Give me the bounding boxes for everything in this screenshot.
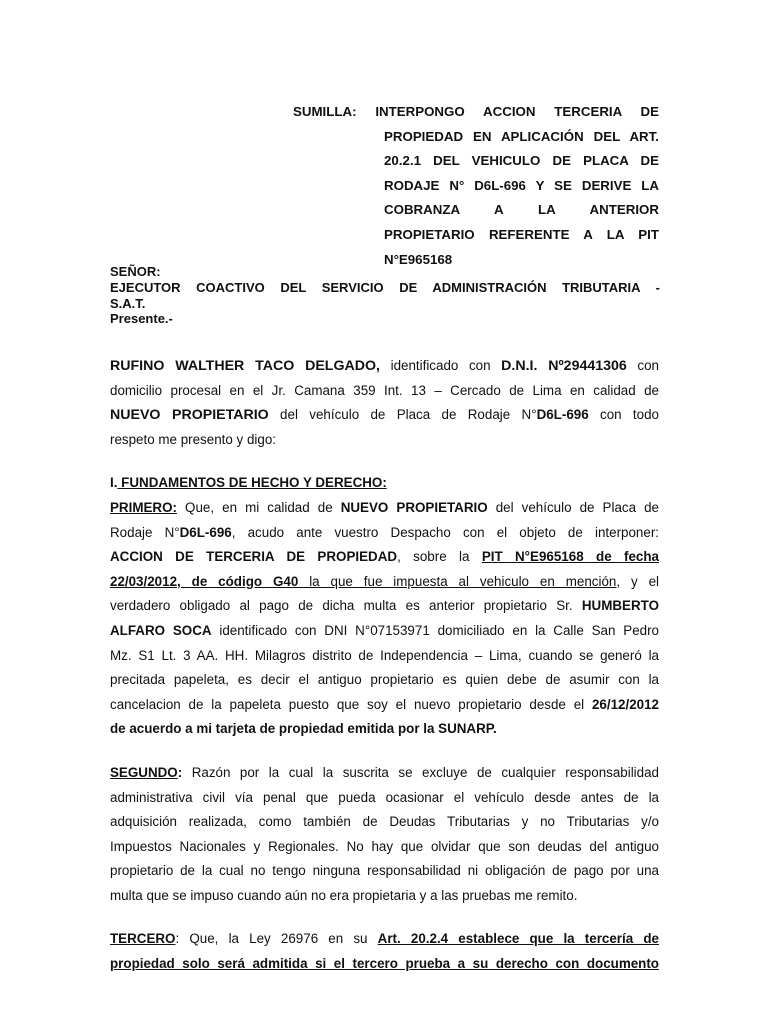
primero-line-8: precitada papeleta, es decir el antiguo propietario es quien debe de asumir con la xyxy=(110,672,659,688)
tercero-line-1 xyxy=(110,927,659,952)
tercero-label: TERCERO xyxy=(110,931,176,947)
primero-text: identificado con DNI N°07153971 domiciliado en la Calle San Pedro xyxy=(211,622,659,638)
spacer xyxy=(110,908,659,927)
sumilla-line-2: PROPIEDAD EN APLICACIÓN DEL ART. xyxy=(384,128,659,144)
segundo-line-1 xyxy=(110,761,659,786)
segundo-line-3: adquisición realizada, como también de Deudas Tributarias y no Tributarias y/o xyxy=(110,814,659,830)
addressee-senor: SEÑOR: xyxy=(110,264,161,279)
segundo-line-2: administrativa civil vía penal que pueda ocasionar el vehículo desde antes de la xyxy=(110,789,659,805)
intro-text: identificado con xyxy=(379,358,502,373)
primero-alfaro-soca: ALFARO SOCA xyxy=(110,622,212,638)
addressee-ejecutor: EJECUTOR COACTIVO DEL SERVICIO DE ADMINISTRACIÓN TRIBUTARIA - xyxy=(110,279,660,295)
primero-line-10 xyxy=(110,717,659,742)
primero-text: Que, en mi calidad de xyxy=(176,499,341,515)
tercero-articulo: Art. 20.2.4 establece que la tercería de xyxy=(377,931,659,947)
primero-text: y el xyxy=(620,573,659,589)
primero-fecha: 22/03/2012, de código G40 xyxy=(110,573,299,589)
segundo-colon: : xyxy=(177,764,183,780)
primero-text: verdadero obligado al pago de dicha multa es anterior propietario Sr. xyxy=(110,598,582,614)
sumilla-line-4: RODAJE N° D6L-696 Y SE DERIVE LA xyxy=(384,177,659,193)
addressee-sat: S.A.T. xyxy=(110,295,146,311)
section-heading xyxy=(110,471,659,496)
primero-line-3 xyxy=(110,545,659,570)
intro-line-2: domicilio procesal en el Jr. Camana 359 Int. 13 – Cercado de Lima en calidad de xyxy=(110,382,659,398)
sumilla-line-5: COBRANZA A LA ANTERIOR xyxy=(384,202,659,218)
sumilla-line-7: N°E965168 xyxy=(384,251,453,267)
primero-line-4 xyxy=(110,570,659,595)
segundo-line-6: multa que se impuso cuando aún no era propietaria y a las pruebas me remito. xyxy=(110,887,578,903)
intro-line-4: respeto me presento y digo: xyxy=(110,431,276,447)
primero-text: cancelacion de la papeleta puesto que soy el nuevo propietario desde el xyxy=(110,696,592,712)
primero-text: del vehículo de Placa de xyxy=(487,499,659,515)
sumilla-line-1: SUMILLA: INTERPONGO ACCION TERCERIA DE xyxy=(293,104,659,119)
tercero-text: : Que, la Ley 26976 en su xyxy=(175,931,378,947)
sumilla-line-6: PROPIETARIO REFERENTE A LA PIT xyxy=(384,226,659,242)
primero-accion: ACCION DE TERCERIA DE PROPIEDAD xyxy=(110,549,398,565)
primero-fecha-propiedad: 26/12/2012 xyxy=(591,696,659,712)
intro-line-3 xyxy=(110,403,659,428)
primero-line-5 xyxy=(110,594,659,619)
section-title: FUNDAMENTOS DE HECHO Y DERECHO: xyxy=(117,475,387,491)
segundo-label: SEGUNDO xyxy=(110,764,178,780)
primero-label: PRIMERO: xyxy=(110,499,177,515)
intro-text: con xyxy=(626,358,659,373)
primero-humberto: HUMBERTO xyxy=(581,598,659,614)
segundo-line-4: Impuestos Nacionales y Regionales. No hay que olvidar que son deudas del antiguo xyxy=(110,838,659,854)
intro-text: con todo xyxy=(588,407,659,423)
document-body xyxy=(110,354,659,977)
primero-line-7: Mz. S1 Lt. 3 AA. HH. Milagros distrito de Independencia – Lima, cuando se generó la xyxy=(110,647,659,663)
primero-nuevo-propietario: NUEVO PROPIETARIO xyxy=(340,499,488,515)
intro-placa: D6L-696 xyxy=(536,407,589,423)
primero-line-2 xyxy=(110,521,659,546)
tercero-line-2 xyxy=(110,952,659,977)
intro-nuevo-propietario: NUEVO PROPIETARIO xyxy=(110,407,269,424)
addressee-presente: Presente.- xyxy=(110,311,173,327)
segundo-text: Razón por la cual la suscrita se excluye de cualquier responsabilidad xyxy=(182,764,659,780)
primero-placa: D6L-696 xyxy=(179,524,232,540)
addressee-block xyxy=(110,264,660,327)
primero-line-6 xyxy=(110,619,659,644)
primero-text: , acudo ante vuestro Despacho con el objeto de interponer: xyxy=(231,524,659,540)
primero-pit: PIT N°E965168 de fecha xyxy=(481,549,659,565)
intro-line-1 xyxy=(110,354,659,379)
primero-impuesta: la que fue impuesta al vehiculo en mención, xyxy=(298,573,621,589)
sumilla-line-3: 20.2.1 DEL VEHICULO DE PLACA DE xyxy=(384,153,659,169)
primero-line-1 xyxy=(110,496,659,521)
primero-line-9 xyxy=(110,693,659,718)
primero-text: , sobre la xyxy=(397,549,482,565)
primero-text: Rodaje N° xyxy=(110,524,180,540)
intro-text: del vehículo de Placa de Rodaje N° xyxy=(268,407,537,423)
spacer xyxy=(110,452,659,471)
segundo-line-5: propietario de la cual no tengo ninguna responsabilidad ni obligación de pago por una xyxy=(110,863,659,879)
intro-name: RUFINO WALTHER TACO DELGADO, xyxy=(110,358,380,374)
spacer xyxy=(110,742,659,761)
sumilla-block xyxy=(293,100,659,272)
tercero-propiedad: propiedad solo será admitida si el tercero prueba a su derecho con documento xyxy=(110,956,659,972)
section-number: I. xyxy=(110,475,118,491)
intro-dni: D.N.I. Nº29441306 xyxy=(501,358,627,374)
primero-sunarp: de acuerdo a mi tarjeta de propiedad emitida por la SUNARP. xyxy=(110,721,497,737)
